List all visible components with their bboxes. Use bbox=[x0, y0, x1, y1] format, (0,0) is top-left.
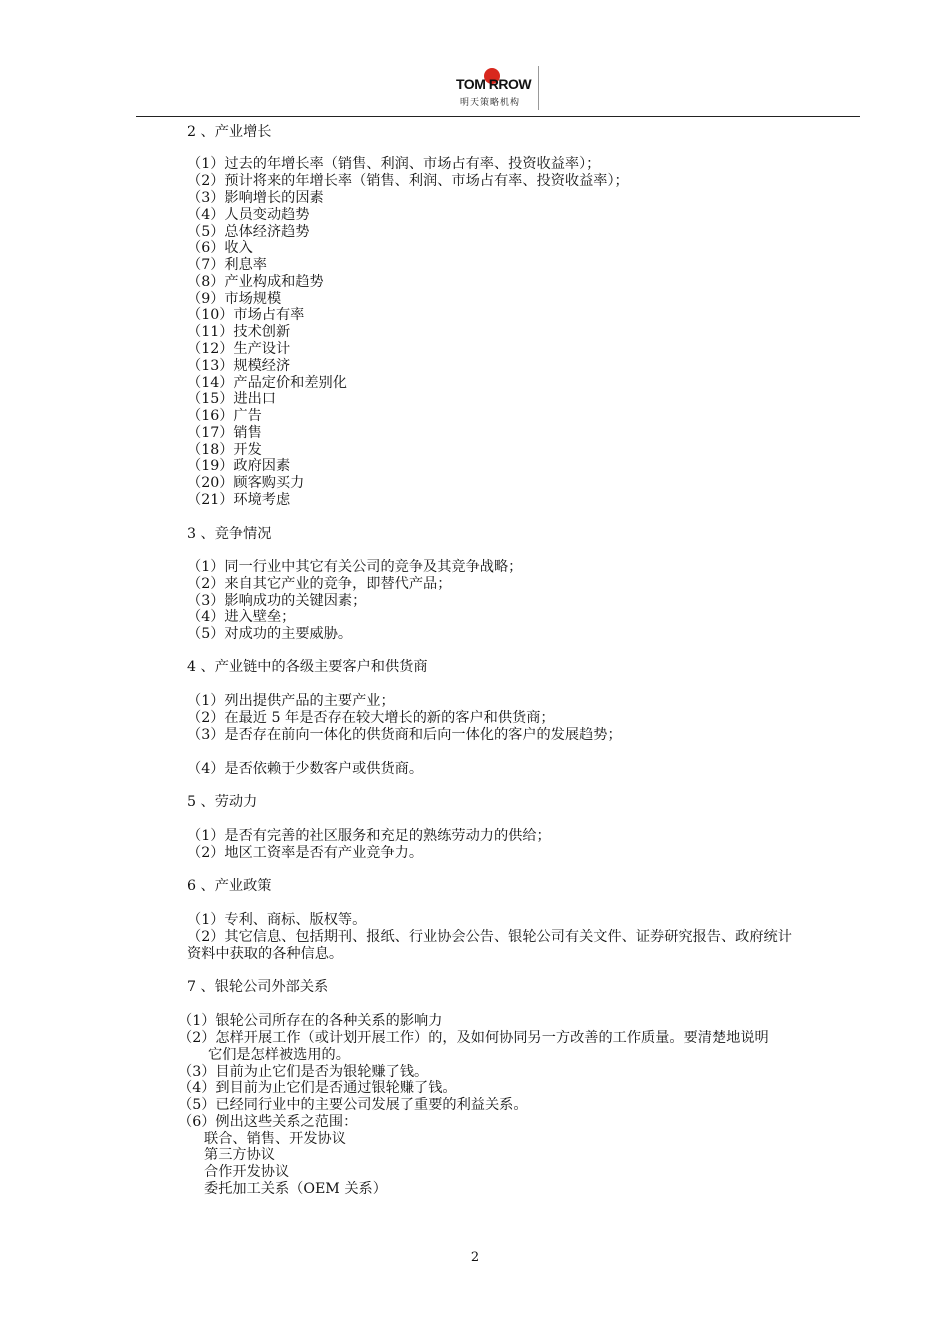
list-item: （13）规模经济 bbox=[187, 358, 291, 374]
section-title: 3 、竞争情况 bbox=[187, 526, 272, 542]
list-item: （17）销售 bbox=[187, 425, 262, 441]
logo-divider bbox=[538, 66, 539, 110]
list-item: （2）其它信息、包括期刊、报纸、行业协会公告、银轮公司有关文件、证券研究报告、政府统计 bbox=[187, 929, 792, 945]
list-item: （1）列出提供产品的主要产业； bbox=[187, 693, 395, 709]
section-title: 7 、银轮公司外部关系 bbox=[187, 979, 329, 995]
list-item: （5）已经同行业中的主要公司发展了重要的利益关系。 bbox=[178, 1097, 528, 1113]
list-item: （1）专利、商标、版权等。 bbox=[187, 912, 367, 928]
list-item: （14）产品定价和差别化 bbox=[187, 375, 347, 391]
list-item: （4）人员变动趋势 bbox=[187, 207, 310, 223]
list-item: （7）利息率 bbox=[187, 257, 267, 273]
logo-text: TOM RROW bbox=[456, 76, 532, 92]
section-title: 6 、产业政策 bbox=[187, 878, 272, 894]
list-item: （6）收入 bbox=[187, 240, 253, 256]
list-item: （10）市场占有率 bbox=[187, 307, 305, 323]
list-item: （2）地区工资率是否有产业竞争力。 bbox=[187, 845, 424, 861]
page-number: 2 bbox=[470, 1250, 480, 1265]
list-item: （1）同一行业中其它有关公司的竞争及其竞争战略； bbox=[187, 559, 523, 575]
list-item: （4）进入壁垒； bbox=[187, 609, 296, 625]
list-item: （8）产业构成和趋势 bbox=[187, 274, 324, 290]
list-item: （18）开发 bbox=[187, 442, 262, 458]
list-item: （16）广告 bbox=[187, 408, 262, 424]
list-item: （12）生产设计 bbox=[187, 341, 291, 357]
list-item: （5）对成功的主要威胁。 bbox=[187, 626, 353, 642]
list-item: （1）过去的年增长率（销售、利润、市场占有率、投资收益率）； bbox=[187, 156, 601, 172]
list-item: 合作开发协议 bbox=[204, 1164, 290, 1180]
header-rule bbox=[136, 116, 860, 117]
list-item: （3）目前为止它们是否为银轮赚了钱。 bbox=[178, 1064, 429, 1080]
list-item: （2）怎样开展工作（或计划开展工作）的，及如何协同另一方改善的工作质量。要清楚地说明 bbox=[178, 1030, 769, 1046]
section-title: 2 、产业增长 bbox=[187, 124, 272, 140]
section-title: 5 、劳动力 bbox=[187, 794, 258, 810]
list-item: 第三方协议 bbox=[204, 1147, 275, 1163]
list-item: （3）影响增长的因素 bbox=[187, 190, 324, 206]
list-item: （4）是否依赖于少数客户或供货商。 bbox=[187, 761, 424, 777]
list-item: 它们是怎样被选用的。 bbox=[208, 1047, 350, 1063]
list-item: （6）例出这些关系之范围： bbox=[178, 1114, 358, 1130]
list-item: （21）环境考虑 bbox=[187, 492, 291, 508]
list-item: （2）预计将来的年增长率（销售、利润、市场占有率、投资收益率）； bbox=[187, 173, 629, 189]
list-item: 委托加工关系（OEM 关系） bbox=[204, 1181, 387, 1197]
list-item: （3）是否存在前向一体化的供货商和后向一体化的客户的发展趋势； bbox=[187, 727, 622, 743]
list-item: 联合、销售、开发协议 bbox=[204, 1131, 346, 1147]
list-item: （4）到目前为止它们是否通过银轮赚了钱。 bbox=[178, 1080, 457, 1096]
list-item: （20）顾客购买力 bbox=[187, 475, 305, 491]
list-item: （11）技术创新 bbox=[187, 324, 291, 340]
list-item: （15）进出口 bbox=[187, 391, 276, 407]
list-item: （3）影响成功的关键因素； bbox=[187, 593, 367, 609]
list-item: （2）在最近 5 年是否存在较大增长的新的客户和供货商； bbox=[187, 710, 555, 726]
company-logo bbox=[456, 62, 542, 112]
list-item: （5）总体经济趋势 bbox=[187, 224, 310, 240]
list-item: 资料中获取的各种信息。 bbox=[187, 946, 344, 962]
logo-subtitle: 明天策略机构 bbox=[460, 98, 521, 108]
list-item: （1）银轮公司所存在的各种关系的影响力 bbox=[178, 1013, 443, 1029]
list-item: （9）市场规模 bbox=[187, 291, 282, 307]
list-item: （1）是否有完善的社区服务和充足的熟练劳动力的供给； bbox=[187, 828, 551, 844]
list-item: （19）政府因素 bbox=[187, 458, 291, 474]
list-item: （2）来自其它产业的竞争，即替代产品； bbox=[187, 576, 452, 592]
section-title: 4 、产业链中的各级主要客户和供货商 bbox=[187, 659, 428, 675]
